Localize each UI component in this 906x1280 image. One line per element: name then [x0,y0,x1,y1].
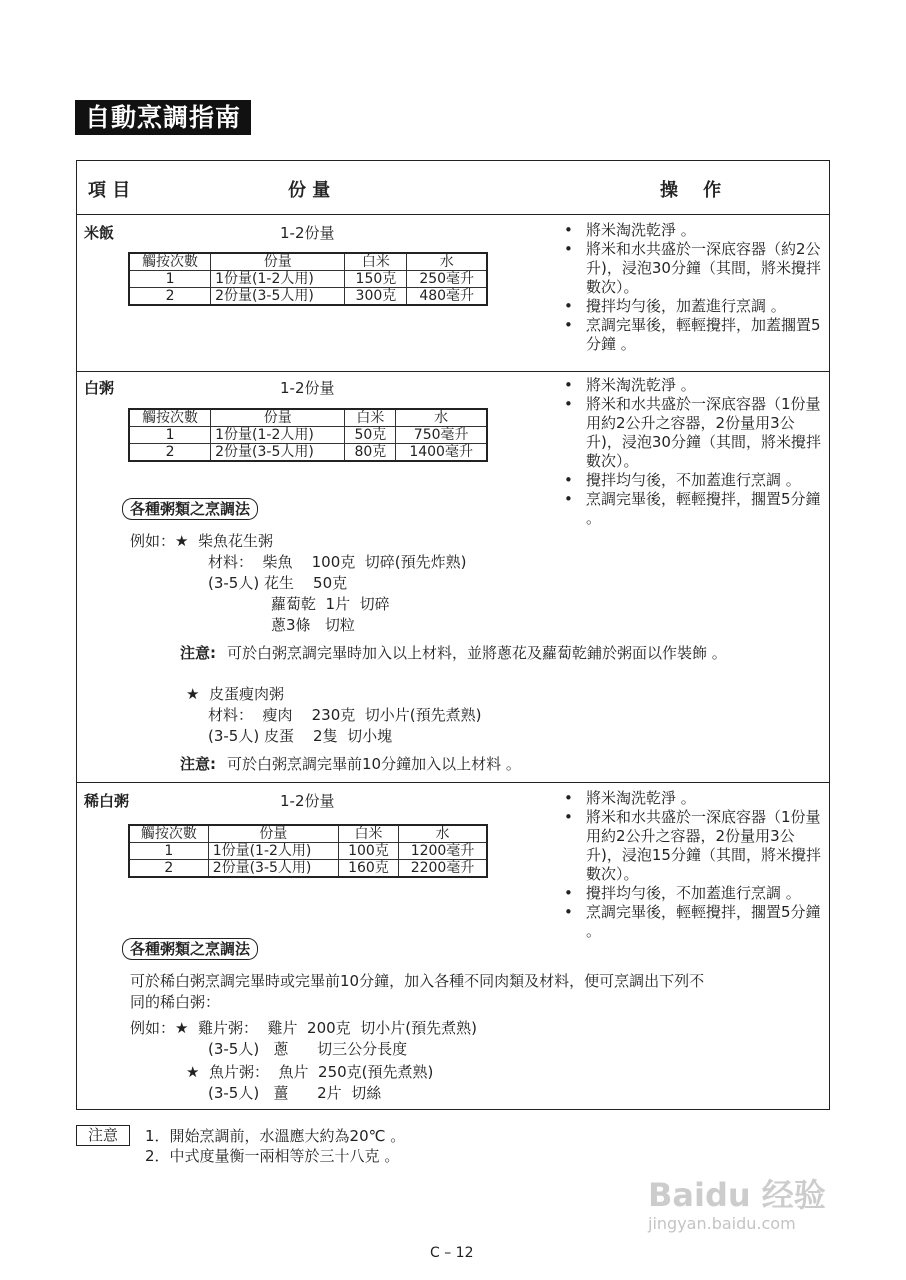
table-row [129,860,487,878]
header-item: 項 目 [88,180,131,201]
cell: 2 [129,288,211,306]
cell: 1 [129,843,208,860]
list-item: • 將米和水共盛於一深底容器（1份量用約2公升之容器，2份量用3公升)，浸泡30分鐘（其間，將米攪拌數次）。 [560,395,830,471]
list-item: • 將米淘洗乾淨 。 [560,376,830,395]
thin-congee-methods-badge: 各種粥類之烹調法 [122,938,258,960]
cell: 1200毫升 [399,843,487,860]
cell: 160克 [338,860,398,878]
cell: 1 [129,271,211,288]
section-rice-qty: 1-2份量 [280,224,335,242]
header-qty: 份 量 [288,180,331,201]
th: 白米 [345,409,396,427]
table-header-row [129,409,487,427]
footer-note: 1．開始烹調前，水溫應大約為20℃ 。 [145,1127,406,1145]
cell: 80克 [345,444,396,462]
divider [76,371,830,372]
congee-quantity-table [128,408,488,462]
example-line: 例如：★ 柴魚花生粥 [130,532,273,550]
example-line: (3-5人) 花生 50克 [208,574,348,592]
section-congee-qty: 1-2份量 [280,379,335,397]
footer-note: 2．中式度量衡一兩相等於三十八克 。 [145,1147,400,1165]
thin-congee-operations [560,789,830,941]
header-op: 操 作 [660,180,722,201]
th: 白米 [338,825,398,843]
table-row [129,444,487,462]
example-line: 例如：★ 雞片粥： 雞片 200克 切小片(預先煮熟) [130,1019,477,1037]
example-line: 材料： 瘦肉 230克 切小片(預先煮熟) [208,706,482,724]
note-text: 可於白粥烹調完畢時加入以上材料，並將蔥花及蘿蔔乾鋪於粥面以作裝飾 。 [227,644,727,662]
example-line: (3-5人) 蔥 切三公分長度 [208,1040,408,1058]
congee-methods-badge: 各種粥類之烹調法 [122,498,258,520]
note-label: 注意: [180,644,216,662]
list-item: • 將米淘洗乾淨 。 [560,789,830,808]
section-thin-congee-name: 稀白粥 [84,792,130,810]
list-item: • 攪拌均勻後，不加蓋進行烹調 。 [560,471,830,490]
cell: 100克 [338,843,398,860]
example-line: (3-5人) 皮蛋 2隻 切小塊 [208,727,393,745]
cell: 1份量(1-2人用) [208,843,338,860]
th: 水 [396,409,487,427]
cell: 50克 [345,427,396,444]
cell: 150克 [345,271,407,288]
cell: 2份量(3-5人用) [211,444,345,462]
cell: 2 [129,860,208,878]
th: 觸按次數 [129,253,211,271]
th: 白米 [345,253,407,271]
note-text: 可於白粥烹調完畢前10分鐘加入以上材料 。 [227,755,521,773]
example-line: 材料： 柴魚 100克 切碎(預先炸熟) [208,553,467,571]
th: 觸按次數 [129,409,211,427]
list-item: • 烹調完畢後，輕輕攪拌，加蓋擱置5分鐘 。 [560,316,830,354]
list-item: • 將米淘洗乾淨 。 [560,221,830,240]
th: 份量 [208,825,338,843]
watermark-url: jingyan.baidu.com [648,1214,796,1233]
list-item: • 烹調完畢後，輕輕攪拌，擱置5分鐘 。 [560,903,830,941]
table-header-row [129,825,487,843]
th: 份量 [211,253,345,271]
list-item: • 將米和水共盛於一深底容器（1份量用約2公升之容器，2份量用3公升)，浸泡15分鐘（其間，將米攪拌數次）。 [560,808,830,884]
example-line: (3-5人) 薑 2片 切絲 [208,1084,382,1102]
th: 份量 [211,409,345,427]
page-number: C – 12 [430,1245,474,1261]
cell: 480毫升 [407,288,487,306]
cell: 1 [129,427,211,444]
description-line: 同的稀白粥： [130,993,221,1011]
example-line: 蘿蔔乾 1片 切碎 [271,595,390,613]
th: 水 [399,825,487,843]
section-congee-name: 白粥 [84,379,115,397]
table-header-row [129,253,487,271]
cell: 1份量(1-2人用) [211,271,345,288]
section-thin-congee-qty: 1-2份量 [280,792,335,810]
cell: 300克 [345,288,407,306]
thin-congee-quantity-table [128,824,488,878]
cell: 2份量(3-5人用) [211,288,345,306]
congee-operations [560,376,830,528]
table-row [129,288,487,306]
divider [76,782,830,783]
note-label: 注意: [180,755,216,773]
example-line: ★ 魚片粥： 魚片 250克(預先煮熟) [186,1063,434,1081]
footer-note-label: 注意 [76,1125,130,1146]
rice-operations [560,221,830,354]
cell: 2 [129,444,211,462]
watermark-logo: Baidu 经验 [648,1176,826,1214]
rice-quantity-table [128,252,488,306]
cell: 750毫升 [396,427,487,444]
table-row [129,427,487,444]
cell: 250毫升 [407,271,487,288]
description-line: 可於稀白粥烹調完畢時或完畢前10分鐘，加入各種不同肉類及材料，便可烹調出下列不 [130,972,705,990]
cell: 1400毫升 [396,444,487,462]
list-item: • 攪拌均勻後，不加蓋進行烹調 。 [560,884,830,903]
section-rice-name: 米飯 [84,224,115,242]
example-line: ★ 皮蛋瘦肉粥 [186,685,284,703]
divider [76,214,830,215]
cell: 2200毫升 [399,860,487,878]
page-title: 自動烹調指南 [75,100,251,135]
table-row [129,271,487,288]
cell: 1份量(1-2人用) [211,427,345,444]
list-item: • 烹調完畢後，輕輕攪拌，擱置5分鐘 。 [560,490,830,528]
table-row [129,843,487,860]
example-line: 蔥3條 切粒 [271,616,355,634]
cell: 2份量(3-5人用) [208,860,338,878]
th: 水 [407,253,487,271]
list-item: • 攪拌均勻後，加蓋進行烹調 。 [560,297,830,316]
list-item: • 將米和水共盛於一深底容器（約2公升)，浸泡30分鐘（其間，將米攪拌數次）。 [560,240,830,297]
th: 觸按次數 [129,825,208,843]
